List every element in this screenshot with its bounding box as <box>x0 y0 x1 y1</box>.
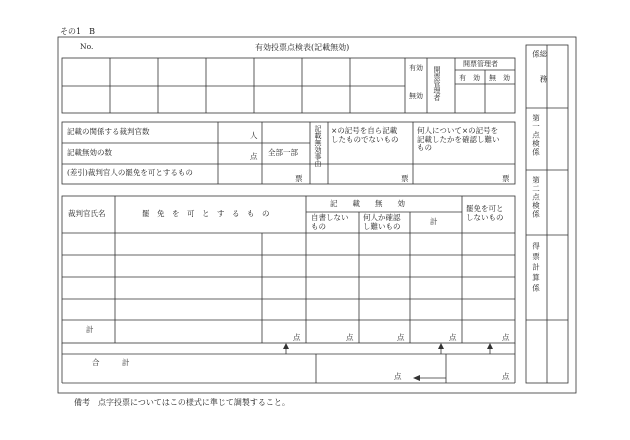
col-not-approve: 罷免を可と しないもの <box>466 204 504 222</box>
side-role-second-check: 第二点検係 <box>531 176 541 219</box>
total-label: 計 <box>86 325 94 334</box>
admin-invalid-label: 無 効 <box>489 74 510 82</box>
total-unit-sub1: 点 <box>346 333 354 342</box>
col-invalid-group: 記 載 無 効 <box>330 199 405 208</box>
summary-row2-label: 記載無効の数 <box>67 148 112 157</box>
grand-total-unit-left: 点 <box>394 372 402 381</box>
col-invalid-sub1: 自書しない もの <box>311 213 349 231</box>
side-role-general: 総 務 係 <box>531 50 548 100</box>
reason1-unit: 票 <box>401 174 409 183</box>
total-unit-sub2: 点 <box>397 333 405 342</box>
reason1-label: ×の記号を自ら記載 したものでないもの <box>331 126 399 144</box>
grand-total-label: 合 計 <box>92 358 130 367</box>
admin-header: 開票管理者 <box>463 60 498 68</box>
reason-vertical-label: 記載無効事由 <box>314 125 322 167</box>
col-approve: 罷 免 を 可 と す る も の <box>142 209 270 218</box>
col-judge-name: 裁判官氏名 <box>68 209 106 218</box>
summary-row3-label: (差引)裁判官人の罷免を可とするもの <box>67 168 193 177</box>
reason2-label: 何人について×の記号を 記載したかを確認し難い もの <box>417 126 500 153</box>
col-invalid-total: 計 <box>430 217 438 226</box>
top-valid-label: 有効 <box>409 64 423 72</box>
summary-row1-label: 記載の関係する裁判官数 <box>67 127 150 136</box>
form-title: 有効投票点検表(記載無効) <box>255 43 350 52</box>
total-unit-invalid: 点 <box>449 333 457 342</box>
footer-note: 備考 点字投票についてはこの様式に準じて調製すること。 <box>74 398 290 407</box>
total-unit-approve: 点 <box>293 333 301 342</box>
admin-vertical-label: 開票管理者 <box>433 66 441 101</box>
reason2-unit: 票 <box>502 174 510 183</box>
top-invalid-label: 無効 <box>409 92 423 100</box>
summary-row2-mid: 全部一部 <box>268 148 298 157</box>
summary-row3-unit: 票 <box>295 174 303 183</box>
col-invalid-sub2: 何人か確認 し難いもの <box>363 213 401 231</box>
number-label: No. <box>80 42 94 51</box>
summary-row1-unit: 人 <box>250 131 258 140</box>
summary-row2-unit: 点 <box>250 152 258 161</box>
grand-total-unit-right: 点 <box>502 372 510 381</box>
admin-valid-label: 有 効 <box>459 74 480 82</box>
total-unit-not-approve: 点 <box>502 333 510 342</box>
form-label: その1 B <box>60 27 95 36</box>
side-role-first-check: 第一点検係 <box>531 114 541 157</box>
side-role-vote-count: 得票計算係 <box>531 242 541 295</box>
